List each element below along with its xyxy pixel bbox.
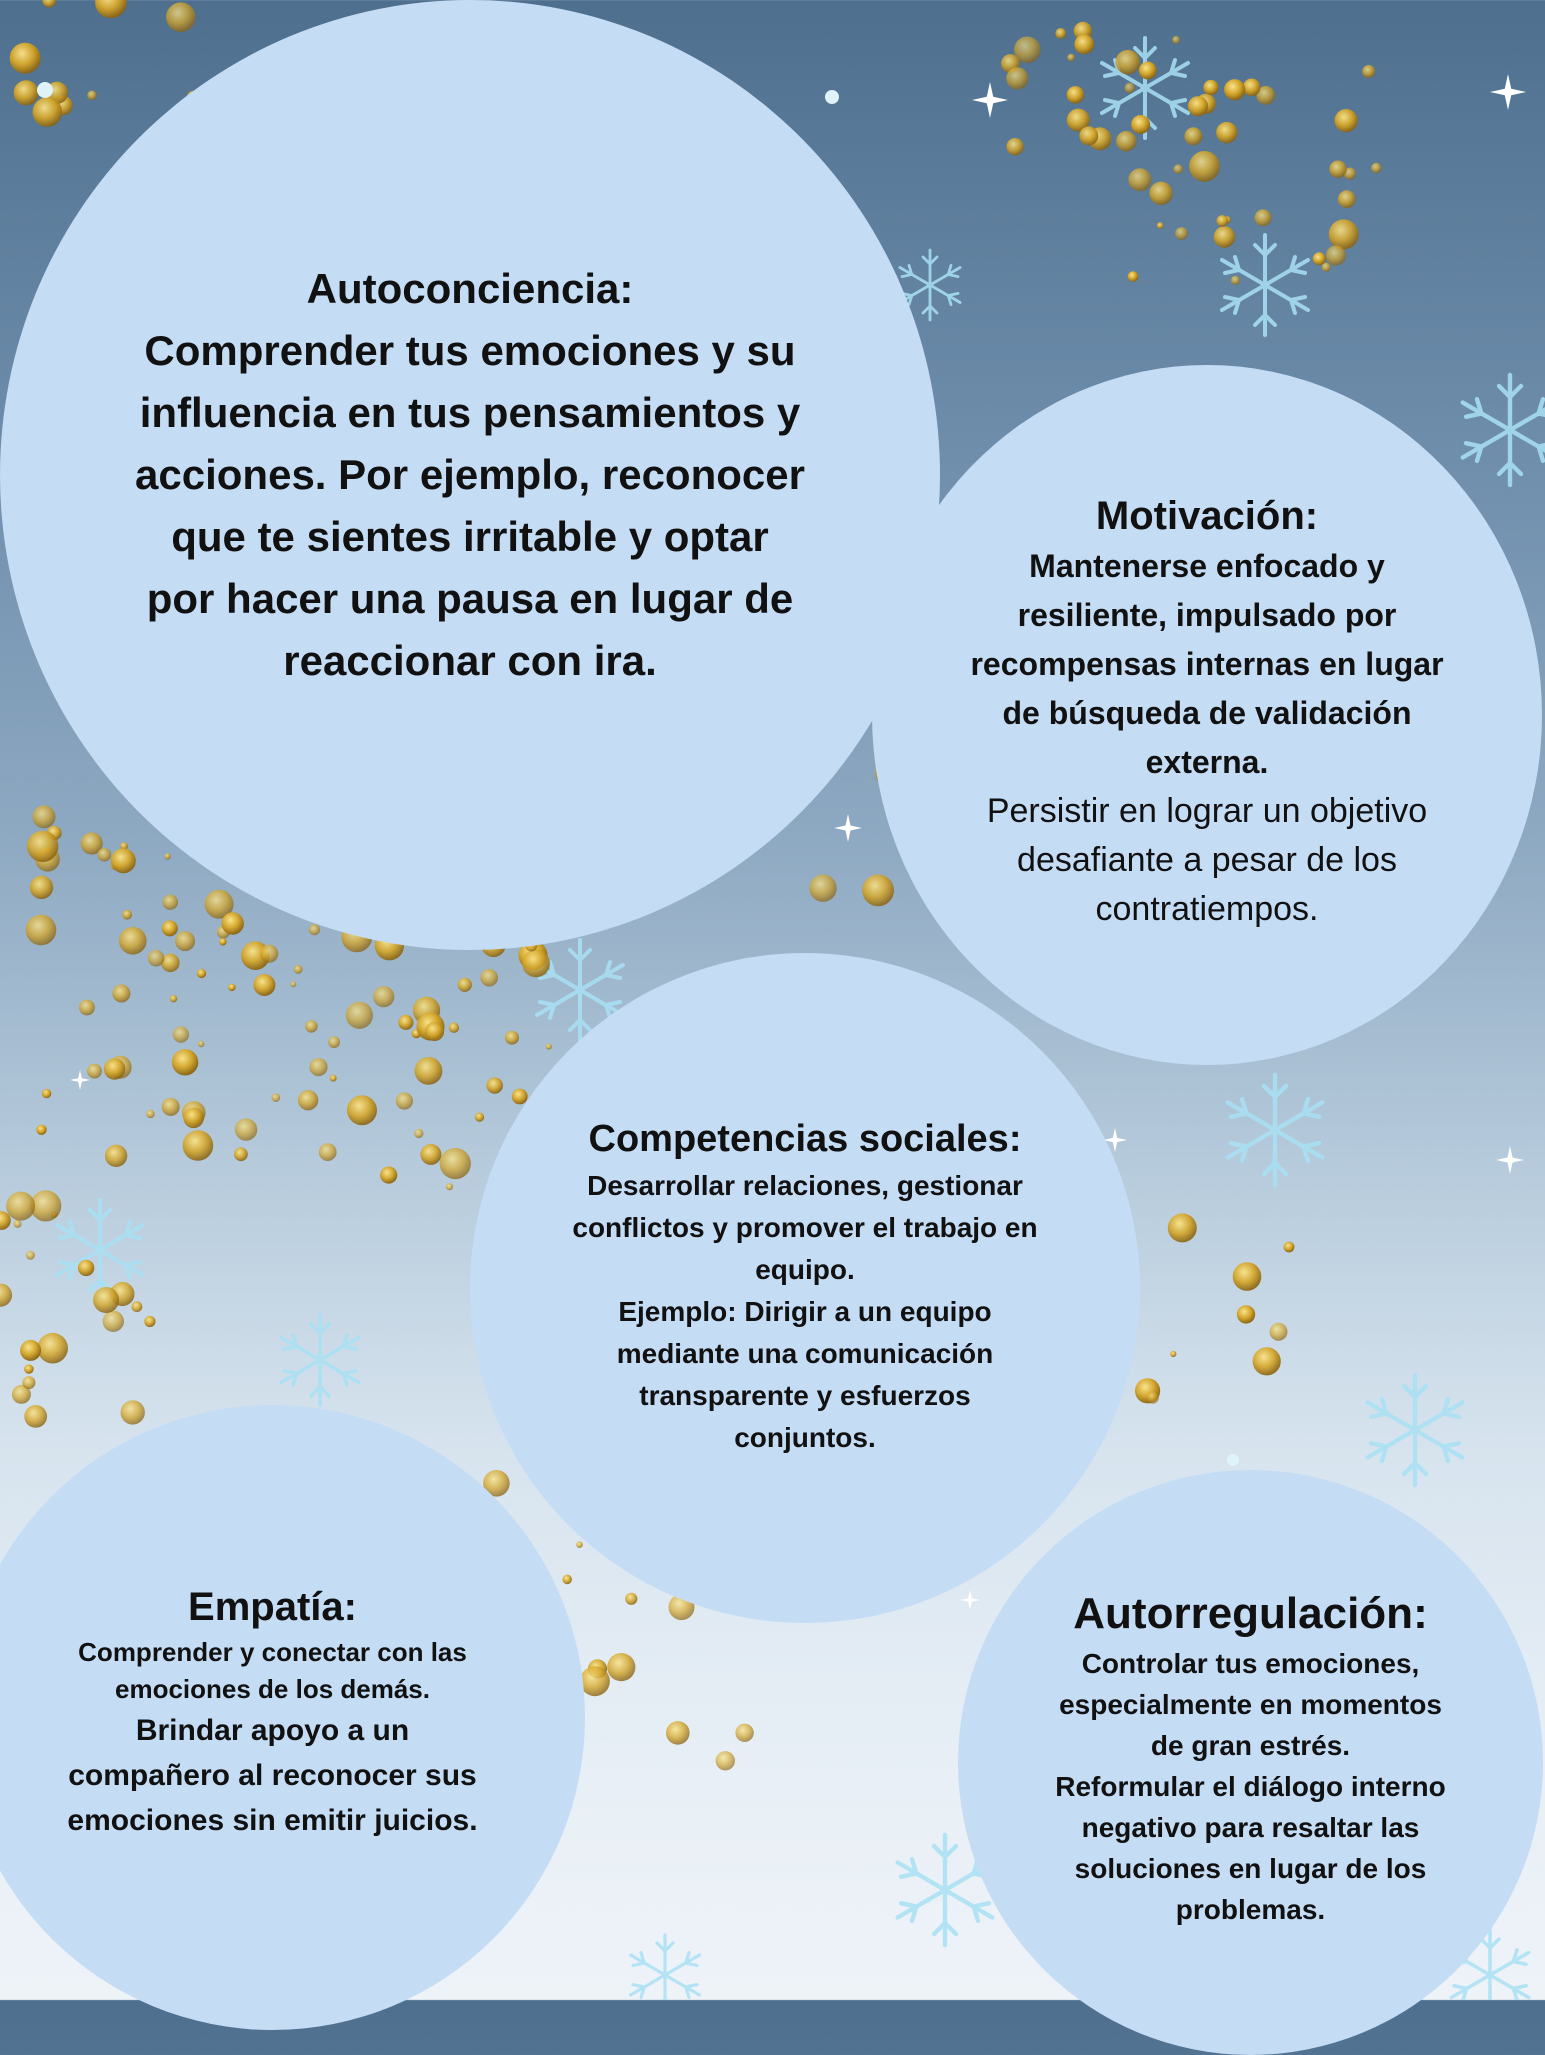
motivacion-line: externa. xyxy=(1145,744,1269,780)
gold-glitter-dot xyxy=(475,1113,484,1122)
gold-glitter-dot xyxy=(380,1167,397,1184)
gold-glitter-dot xyxy=(1079,126,1098,145)
gold-glitter-dot xyxy=(33,97,63,127)
gold-glitter-dot xyxy=(162,920,178,936)
gold-glitter-dot xyxy=(1170,1351,1176,1357)
gold-glitter-dot xyxy=(1055,28,1066,39)
motivacion-example-line: contratiempos. xyxy=(1095,890,1319,928)
autorregulacion-line: Controlar tus emociones, xyxy=(1081,1648,1420,1679)
gold-glitter-dot xyxy=(1233,1262,1262,1291)
motivacion-line: de búsqueda de validación xyxy=(1002,695,1412,731)
autoconciencia-line: influencia en tus pensamientos y xyxy=(139,389,801,436)
motivacion-circle xyxy=(872,365,1542,1065)
gold-glitter-dot xyxy=(6,1192,35,1221)
gold-glitter-dot xyxy=(1329,161,1346,178)
gold-glitter-dot xyxy=(458,978,472,992)
competencias-line: conflictos y promover el trabajo en xyxy=(572,1212,1038,1243)
autoconciencia-line: acciones. Por ejemplo, reconocer xyxy=(135,451,805,498)
competencias-line: Desarrollar relaciones, gestionar xyxy=(587,1170,1023,1201)
gold-glitter-dot xyxy=(1139,62,1157,80)
gold-glitter-dot xyxy=(666,1721,690,1745)
gold-glitter-dot xyxy=(298,1090,318,1110)
gold-glitter-dot xyxy=(173,1026,189,1042)
gold-glitter-dot xyxy=(1237,1305,1255,1323)
gold-glitter-dot xyxy=(1125,83,1135,93)
gold-glitter-dot xyxy=(1243,79,1261,97)
motivacion-line: Mantenerse enfocado y xyxy=(1029,548,1385,584)
gold-glitter-dot xyxy=(1157,222,1164,229)
autoconciencia-title: Autoconciencia: xyxy=(306,265,634,312)
snowflake-icon xyxy=(1463,375,1545,485)
gold-glitter-dot xyxy=(449,1022,459,1032)
gold-glitter-dot xyxy=(1131,115,1150,134)
gold-glitter-dot xyxy=(1362,65,1375,78)
gold-glitter-dot xyxy=(1338,190,1356,208)
gold-glitter-dot xyxy=(309,1058,327,1076)
gold-glitter-dot xyxy=(1067,86,1084,103)
gold-glitter-dot xyxy=(809,875,836,902)
gold-glitter-dot xyxy=(112,985,130,1003)
autorregulacion-line: de gran estrés. xyxy=(1150,1730,1351,1761)
gold-glitter-dot xyxy=(37,1333,68,1364)
gold-glitter-dot xyxy=(163,895,178,910)
gold-glitter-dot xyxy=(253,974,275,996)
gold-glitter-dot xyxy=(26,915,57,946)
gold-glitter-dot xyxy=(93,1287,119,1313)
autoconciencia-line: por hacer una pausa en lugar de xyxy=(146,575,794,622)
snowflake-icon xyxy=(631,1935,700,2000)
gold-glitter-dot xyxy=(1175,227,1188,240)
gold-glitter-dot xyxy=(1203,80,1218,95)
empatia-title: Empatía: xyxy=(188,1585,357,1629)
gold-glitter-dot xyxy=(1371,163,1381,173)
gold-glitter-dot xyxy=(1253,1347,1281,1375)
gold-glitter-dot xyxy=(425,1022,444,1041)
snow-dot xyxy=(825,90,839,104)
gold-glitter-dot xyxy=(10,43,41,74)
gold-glitter-dot xyxy=(576,1541,583,1548)
competencias-line: equipo. xyxy=(755,1254,855,1285)
gold-glitter-dot xyxy=(1217,215,1229,227)
gold-glitter-dot xyxy=(1270,1323,1288,1341)
gold-glitter-dot xyxy=(625,1593,637,1605)
snowflake-icon xyxy=(1228,1075,1323,1185)
sparkle-icon xyxy=(70,1070,90,1090)
gold-glitter-dot xyxy=(26,1251,35,1260)
gold-glitter-dot xyxy=(480,969,498,987)
gold-glitter-dot xyxy=(33,805,56,828)
sparkle-icon xyxy=(834,814,862,842)
sparkle-icon xyxy=(972,82,1008,118)
competencias-line: conjuntos. xyxy=(734,1422,876,1453)
gold-glitter-dot xyxy=(1335,109,1358,132)
gold-glitter-dot xyxy=(398,1015,413,1030)
competencias-line: mediante una comunicación xyxy=(616,1338,994,1369)
gold-glitter-dot xyxy=(735,1724,753,1742)
gold-glitter-dot xyxy=(1006,67,1028,89)
gold-glitter-dot xyxy=(1214,226,1236,248)
gold-glitter-dot xyxy=(183,1130,214,1161)
gold-glitter-dot xyxy=(522,950,550,978)
empatia-example-line: compañero al reconocer sus xyxy=(68,1759,477,1792)
gold-glitter-dot xyxy=(24,1405,47,1428)
gold-glitter-dot xyxy=(14,80,39,105)
gold-glitter-dot xyxy=(440,1148,471,1179)
gold-glitter-dot xyxy=(235,1118,257,1140)
gold-glitter-dot xyxy=(79,1000,95,1016)
gold-glitter-dot xyxy=(42,1089,51,1098)
gold-glitter-dot xyxy=(14,1220,22,1228)
gold-glitter-dot xyxy=(1128,271,1139,282)
gold-glitter-dot xyxy=(1216,122,1237,143)
gold-glitter-dot xyxy=(1255,209,1272,226)
autoconciencia-circle xyxy=(0,0,940,950)
gold-glitter-dot xyxy=(175,931,195,951)
gold-glitter-dot xyxy=(562,1575,572,1585)
gold-glitter-dot xyxy=(607,1653,635,1681)
competencias-sociales-circle xyxy=(470,953,1140,1623)
gold-glitter-dot xyxy=(164,853,170,859)
gold-glitter-dot xyxy=(1189,151,1220,182)
competencias-sociales-title: Competencias sociales: xyxy=(588,1118,1022,1160)
gold-glitter-dot xyxy=(290,981,296,987)
autoconciencia-line: que te sientes irritable y optar xyxy=(171,513,769,560)
autorregulacion-line: negativo para resaltar las xyxy=(1081,1812,1420,1843)
gold-glitter-dot xyxy=(0,1284,12,1307)
gold-glitter-dot xyxy=(1326,246,1346,266)
gold-glitter-dot xyxy=(446,1183,453,1190)
snowflake-icon xyxy=(1222,235,1308,335)
gold-glitter-dot xyxy=(862,875,894,907)
gold-glitter-dot xyxy=(373,986,394,1007)
snowflake-icon xyxy=(281,1315,358,1405)
gold-glitter-dot xyxy=(78,1260,94,1276)
gold-glitter-dot xyxy=(87,1064,102,1079)
gold-glitter-dot xyxy=(1231,276,1240,285)
gold-glitter-dot xyxy=(330,1075,337,1082)
snowflake-icon xyxy=(1368,1375,1463,1485)
gold-glitter-dot xyxy=(415,1057,443,1085)
gold-glitter-dot xyxy=(305,1020,317,1032)
gold-glitter-dot xyxy=(43,0,57,8)
autorregulacion-circle xyxy=(958,1470,1543,2055)
gold-glitter-dot xyxy=(328,1036,340,1048)
autorregulacion-line: soluciones en lugar de los xyxy=(1074,1853,1427,1884)
autorregulacion-line: problemas. xyxy=(1175,1894,1326,1925)
gold-glitter-dot xyxy=(87,91,97,101)
empatia-line: Comprender y conectar con las xyxy=(78,1637,467,1667)
gold-glitter-dot xyxy=(414,1129,423,1138)
gold-glitter-dot xyxy=(105,1145,127,1167)
gold-glitter-dot xyxy=(22,1376,35,1389)
competencias-line: transparente y esfuerzos xyxy=(639,1380,971,1411)
autoconciencia-line: reaccionar con ira. xyxy=(283,637,657,684)
competencias-line: Ejemplo: Dirigir a un equipo xyxy=(618,1296,992,1327)
autorregulacion-line: Reformular el diálogo interno xyxy=(1055,1771,1446,1802)
gold-glitter-dot xyxy=(1116,50,1141,75)
gold-glitter-dot xyxy=(172,1049,198,1075)
gold-glitter-dot xyxy=(1224,79,1245,100)
snow-dot xyxy=(1227,1454,1239,1466)
gold-glitter-dot xyxy=(347,1095,377,1125)
gold-glitter-dot xyxy=(1006,138,1023,155)
gold-glitter-dot xyxy=(103,1311,124,1332)
sparkle-icon xyxy=(1490,74,1526,110)
gold-glitter-dot xyxy=(580,1666,610,1696)
sparkle-icon xyxy=(1496,1146,1524,1174)
gold-glitter-dot xyxy=(1128,168,1151,191)
motivacion-line: recompensas internas en lugar xyxy=(970,646,1444,682)
gold-glitter-dot xyxy=(222,912,244,934)
gold-glitter-dot xyxy=(36,1125,46,1135)
motivacion-example-line: Persistir en lograr un objetivo xyxy=(986,792,1428,830)
gold-glitter-dot xyxy=(198,1041,205,1048)
gold-glitter-dot xyxy=(396,1092,413,1109)
gold-glitter-dot xyxy=(183,1108,204,1129)
gold-glitter-dot xyxy=(95,0,127,18)
motivacion-title: Motivación: xyxy=(1095,494,1319,538)
gold-glitter-dot xyxy=(234,1147,248,1161)
motivacion-line: resiliente, impulsado por xyxy=(1017,597,1397,633)
gold-glitter-dot xyxy=(1329,219,1359,249)
autorregulacion-line: especialmente en momentos xyxy=(1059,1689,1442,1720)
gold-glitter-dot xyxy=(716,1751,735,1770)
gold-glitter-dot xyxy=(319,1143,337,1161)
gold-glitter-dot xyxy=(487,1077,503,1093)
gold-glitter-dot xyxy=(505,1031,519,1045)
empatia-example-line: emociones sin emitir juicios. xyxy=(67,1804,478,1837)
gold-glitter-dot xyxy=(228,984,235,991)
empatia-example-line: Brindar apoyo a un xyxy=(135,1714,410,1747)
gold-glitter-dot xyxy=(294,965,303,974)
gold-glitter-dot xyxy=(1173,164,1183,174)
gold-glitter-dot xyxy=(20,1340,41,1361)
gold-glitter-dot xyxy=(146,1110,155,1119)
gold-glitter-dot xyxy=(24,1364,33,1373)
gold-glitter-dot xyxy=(219,938,226,945)
gold-glitter-dot xyxy=(119,927,147,955)
gold-glitter-dot xyxy=(144,1316,155,1327)
gold-glitter-dot xyxy=(1147,1392,1159,1404)
gold-glitter-dot xyxy=(346,1002,373,1029)
gold-glitter-dot xyxy=(1188,96,1208,116)
gold-glitter-dot xyxy=(27,831,58,862)
motivacion-example-line: desafiante a pesar de los xyxy=(1017,841,1397,879)
gold-glitter-dot xyxy=(1172,36,1180,44)
gold-glitter-dot xyxy=(121,1400,145,1424)
gold-glitter-dot xyxy=(420,1144,441,1165)
gold-glitter-dot xyxy=(1168,1213,1197,1242)
gold-glitter-dot xyxy=(1116,131,1136,151)
gold-glitter-dot xyxy=(122,910,132,920)
gold-glitter-dot xyxy=(272,1093,281,1102)
gold-glitter-dot xyxy=(1067,54,1075,62)
gold-glitter-dot xyxy=(197,969,206,978)
sparkle-icon xyxy=(960,1590,980,1610)
autorregulacion-title: Autorregulación: xyxy=(1073,1589,1428,1638)
gold-glitter-dot xyxy=(111,848,136,873)
gold-glitter-dot xyxy=(170,995,177,1002)
autoconciencia-line: Comprender tus emociones y su xyxy=(144,327,796,374)
gold-glitter-dot xyxy=(1184,127,1202,145)
gold-glitter-dot xyxy=(1322,263,1331,272)
gold-glitter-dot xyxy=(162,1098,180,1116)
gold-glitter-dot xyxy=(1284,1242,1295,1253)
gold-glitter-dot xyxy=(104,1058,125,1079)
gold-glitter-dot xyxy=(546,1044,552,1050)
gold-glitter-dot xyxy=(1074,35,1094,55)
gold-glitter-dot xyxy=(309,924,320,935)
gold-glitter-dot xyxy=(30,876,53,899)
gold-glitter-dot xyxy=(132,1301,143,1312)
gold-glitter-dot xyxy=(148,950,165,967)
gold-glitter-dot xyxy=(1014,37,1041,64)
empatia-line: emociones de los demás. xyxy=(114,1674,430,1704)
gold-glitter-dot xyxy=(166,2,196,32)
gold-glitter-dot xyxy=(1149,182,1172,205)
gold-glitter-dot xyxy=(98,848,112,862)
snow-dot xyxy=(37,82,53,98)
gold-glitter-dot xyxy=(260,945,278,963)
